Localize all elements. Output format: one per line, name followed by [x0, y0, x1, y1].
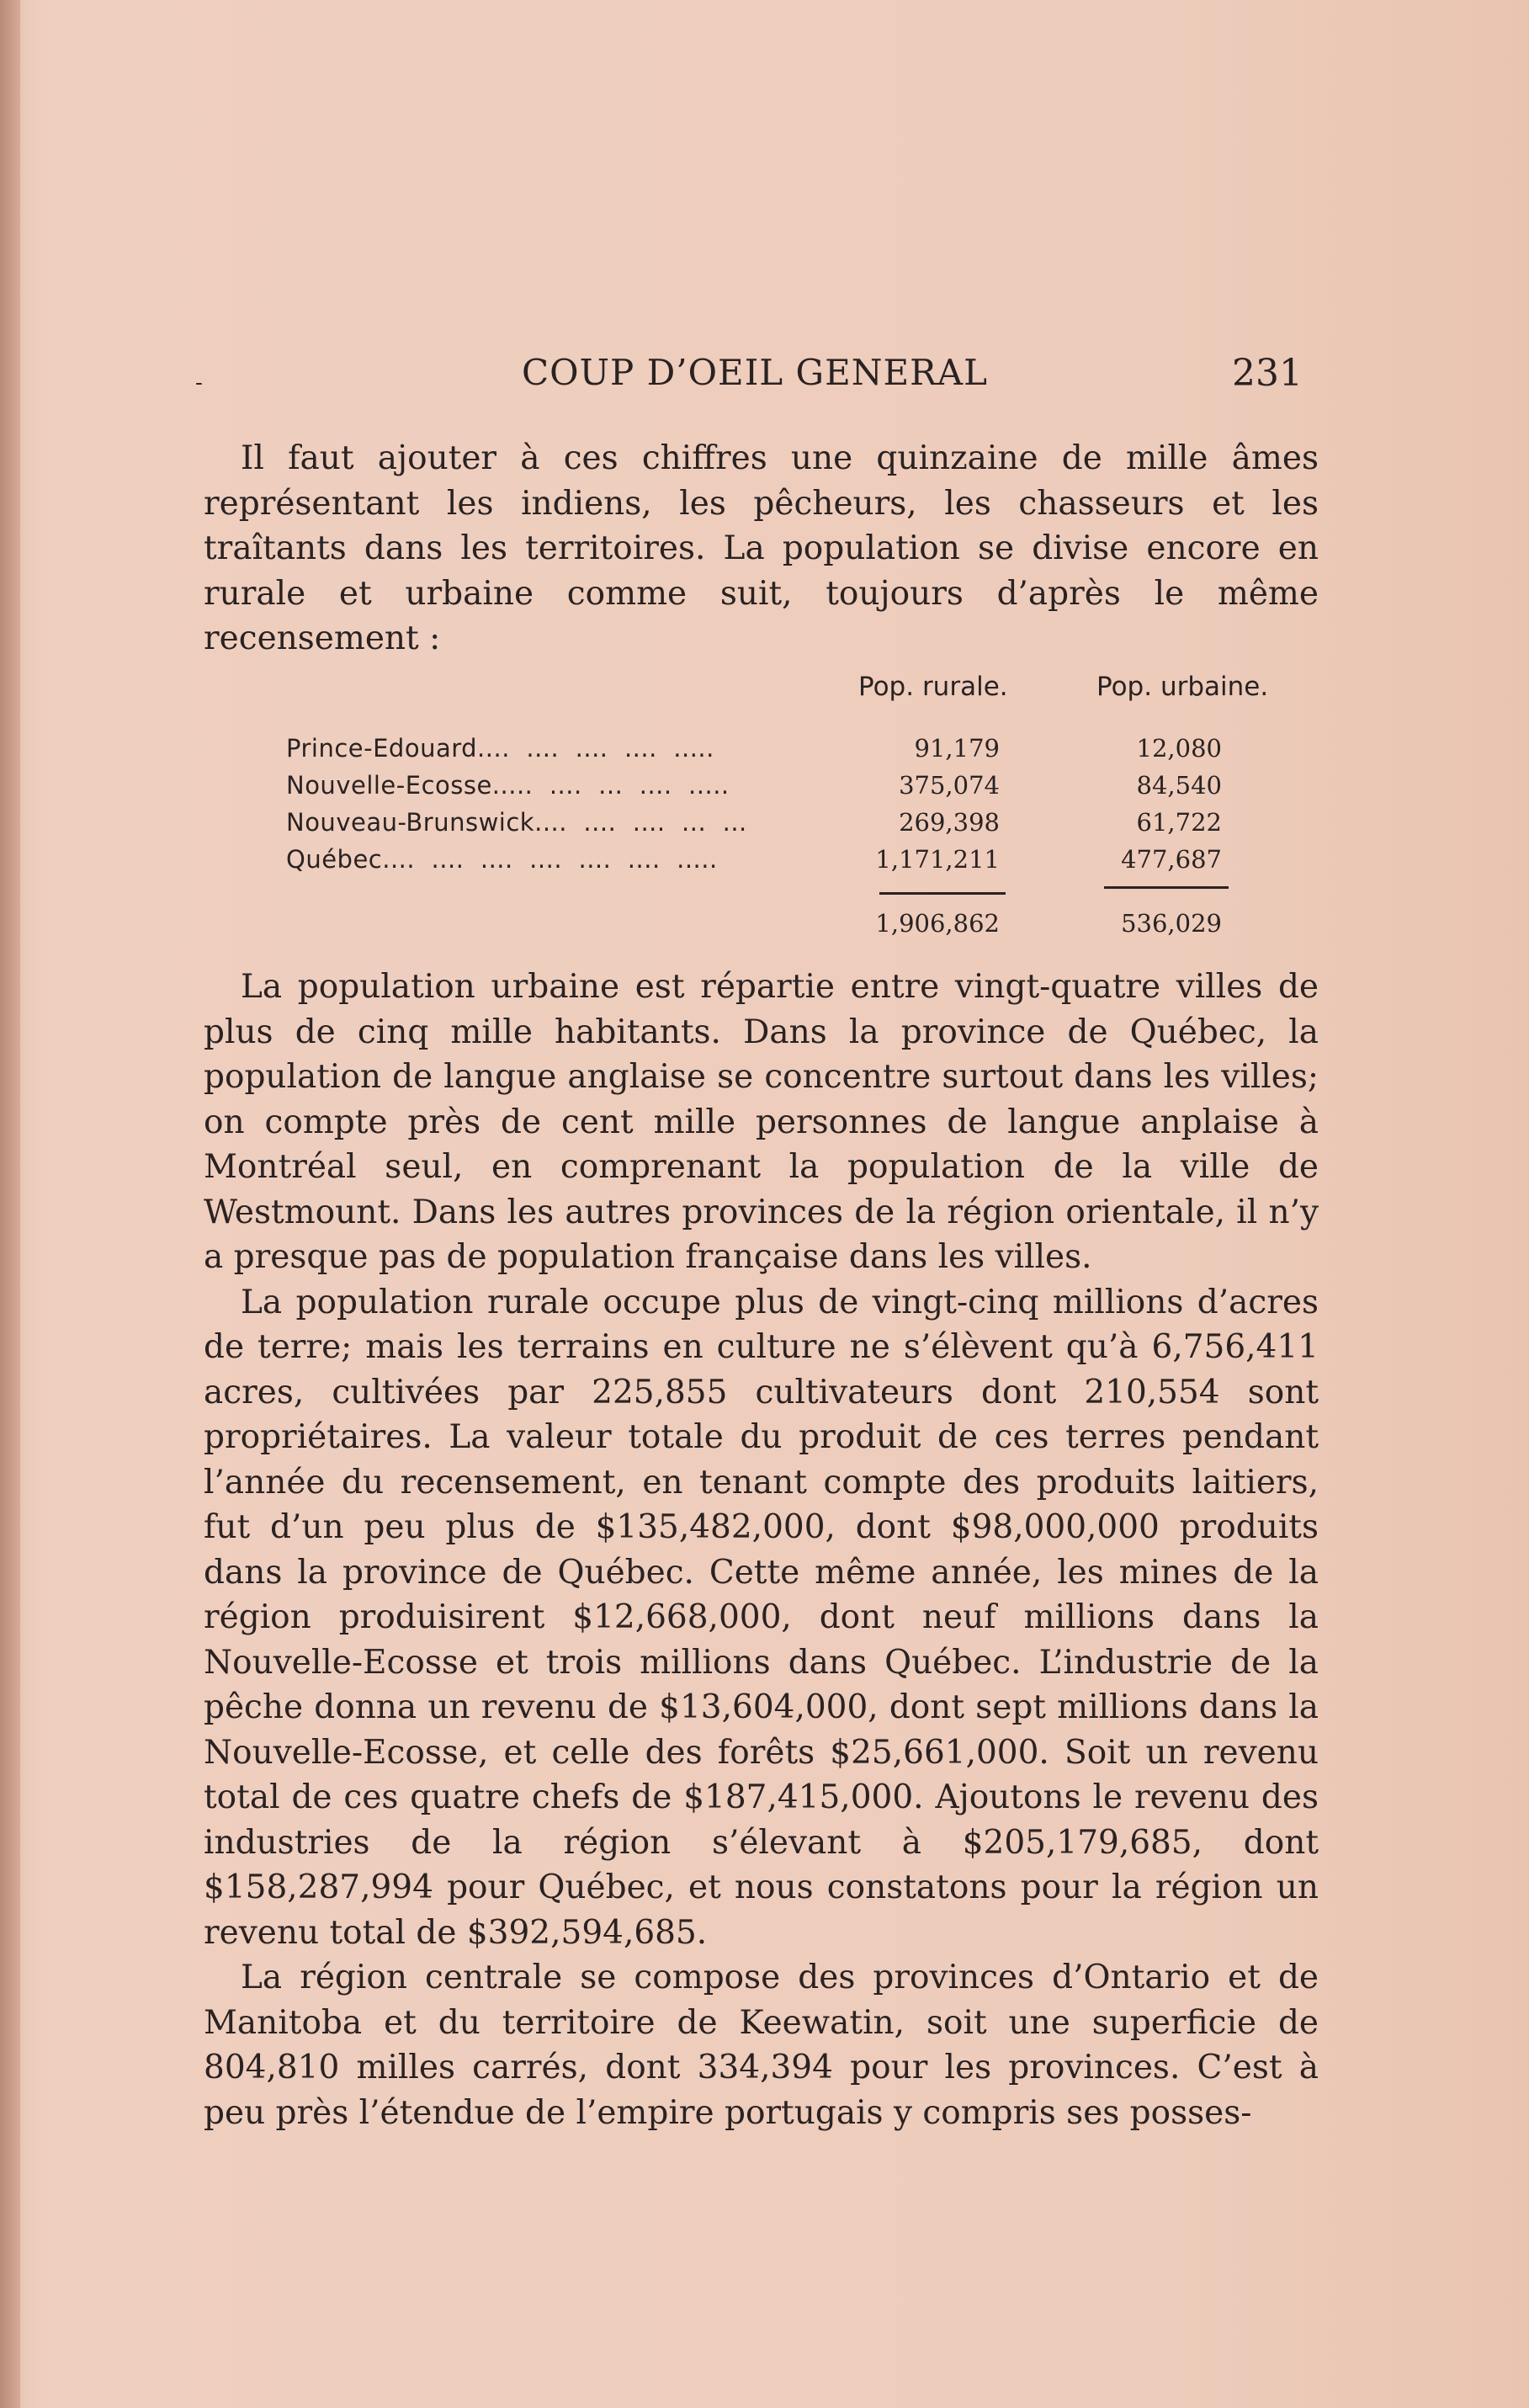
body-text — [204, 965, 1319, 2135]
rural-value: 91,179 — [914, 734, 1000, 763]
page-number: 231 — [1232, 352, 1303, 395]
urban-value: 61,722 — [1136, 808, 1222, 837]
paragraph-rural-population: La population rurale occupe plus de vingt-cinq millions d’acres de terre; mais les terrains en culture ne s’élèvent qu’à 6,756,411 acres, cultivées par 225,855 cultivateurs dont 210,554 sont propriétaires. La valeur totale du produit de ces terres pendant l’année du recensement, en tenant compte des produits laitiers, fut d’un peu plus de $135,482,000, dont $98,000,000 produits dans la province de Québec. Cette même année, les mines de la région produisirent $12,668,000, dont neuf millions dans la Nouvelle-Ecosse et trois millions dans Québec. L’industrie de la pêche donna un revenu de $13,604,000, dont sept millions dans la Nouvelle-Ecosse, et celle des forêts $25,661,000. Soit un revenu total de ces quatre chefs de $187,415,000. Ajoutons le revenu des industries de la région s’élevant à $205,179,685, dont $158,287,994 pour Québec, et nous constatons pour la région un revenu total de $392,594,685. — [204, 1283, 1319, 1952]
column-header-rural: Pop. rurale. — [858, 672, 1008, 702]
table-row — [286, 845, 1279, 880]
table-row — [286, 808, 1279, 843]
intro-paragraph: Il faut ajouter à ces chiffres une quinzaine de mille âmes représentant les indiens, les pêcheurs, les chasseurs et les traîtants dans les territoires. La population se divise encore en rurale et urbaine comme suit, toujours d’après le même recensement : — [204, 439, 1319, 657]
rural-value: 269,398 — [899, 808, 1000, 837]
running-header — [195, 352, 1314, 402]
column-header-urban: Pop. urbaine. — [1096, 672, 1269, 702]
province-name: Québec.... .... .... .... .... .... ..... — [286, 845, 718, 874]
table-row — [286, 771, 1279, 806]
urban-value: 84,540 — [1136, 771, 1222, 800]
rural-value: 1,171,211 — [875, 845, 1000, 874]
province-name: Prince-Edouard.... .... .... .... ..... — [286, 734, 714, 763]
rural-value: 375,074 — [899, 771, 1000, 800]
paragraph-central-region: La région centrale se compose des provinces d’Ontario et de Manitoba et du territoire de Keewatin, soit une superficie de 804,810 milles carrés, dont 334,394 pour les provinces. C’est à peu près l’étendue de l’empire portugais y compris ses posses- — [204, 1959, 1319, 2132]
province-name: Nouveau-Brunswick.... .... .... ... ... — [286, 808, 747, 837]
total-urban: 536,029 — [1121, 909, 1222, 938]
total-rule-urban — [1104, 886, 1229, 889]
table-row — [286, 734, 1279, 769]
urban-value: 477,687 — [1121, 845, 1222, 874]
running-title: COUP D’OEIL GENERAL — [522, 352, 988, 393]
total-rule-rural — [879, 892, 1006, 895]
intro-paragraph-block — [204, 436, 1319, 662]
header-dash: - — [195, 370, 203, 396]
paragraph-urban-population: La population urbaine est répartie entre vingt-quatre villes de plus de cinq mille habitants. Dans la province de Québec, la population de langue anglaise se concentre surtout dans les villes; on compte près de cent mille personnes de langue anplaise à Montréal seul, en comprenant la population de la ville de Westmount. Dans les autres provinces de la région orientale, il n’y a presque pas de population française dans les villes. — [204, 968, 1319, 1276]
total-rural: 1,906,862 — [875, 909, 1000, 938]
urban-value: 12,080 — [1136, 734, 1222, 763]
book-spine-shadow — [0, 0, 20, 2408]
province-name: Nouvelle-Ecosse..... .... ... .... ..... — [286, 771, 730, 800]
